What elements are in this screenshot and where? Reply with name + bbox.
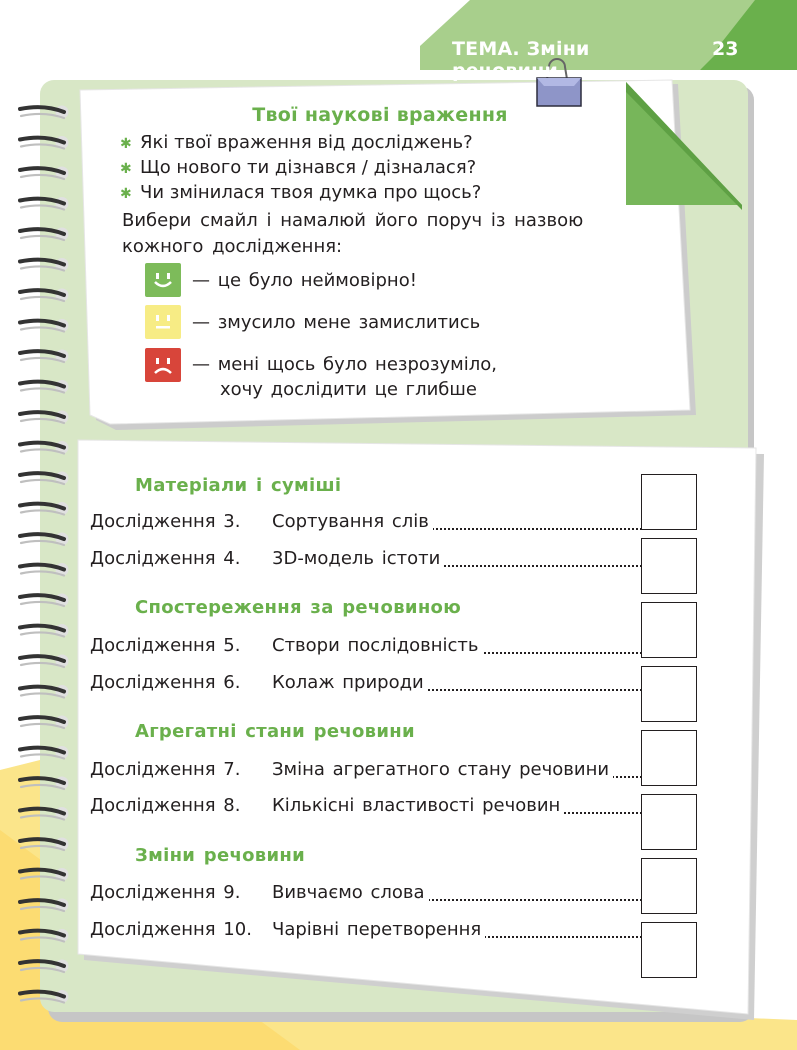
investigation-title: Зміна агрегатного стану речовини — [272, 756, 613, 784]
smiley-drawing-box[interactable] — [641, 730, 697, 786]
investigation-row — [90, 792, 642, 820]
investigation-number: Дослідження 4. — [90, 548, 241, 569]
investigation-row — [90, 632, 642, 660]
investigation-title: 3D-модель істоти — [272, 545, 444, 573]
investigation-number: Дослідження 3. — [90, 511, 241, 532]
investigation-row — [90, 879, 642, 907]
investigation-title: Колаж природи — [272, 669, 428, 697]
asterisk-icon: ✱ — [120, 161, 132, 177]
instruction-text: Вибери смайл і намалюй його поруч із назвою кожного дослідження: — [122, 210, 584, 257]
section-heading: Агрегатні стани речовини — [135, 721, 415, 742]
neutral-smiley-icon — [145, 305, 181, 339]
investigation-number: Дослідження 7. — [90, 759, 241, 780]
investigation-row — [90, 669, 642, 697]
question-item: ✱ Які твої враження від досліджень? — [120, 130, 481, 155]
smiley-drawing-box[interactable] — [641, 474, 697, 530]
investigation-row — [90, 545, 642, 573]
smiley-drawing-box[interactable] — [641, 538, 697, 594]
smiley-drawing-box[interactable] — [641, 922, 697, 978]
investigation-number: Дослідження 8. — [90, 795, 241, 816]
question-item: ✱ Чи змінилася твоя думка про щось? — [120, 180, 481, 205]
legend-text-neutral: — змусило мене замислитись — [192, 312, 481, 333]
section-heading: Спостереження за речовиною — [135, 597, 462, 618]
question-list — [120, 130, 481, 205]
legend-text-happy: — це було неймовірно! — [192, 270, 417, 291]
asterisk-icon: ✱ — [120, 186, 132, 202]
note-title: Твої наукові враження — [252, 104, 508, 126]
smiley-drawing-box[interactable] — [641, 794, 697, 850]
investigation-title: Чарівні перетворення — [272, 916, 485, 944]
section-heading: Зміни речовини — [135, 845, 306, 866]
investigation-title: Вивчаємо слова — [272, 879, 429, 907]
sad-smiley-icon — [145, 348, 181, 382]
investigation-number: Дослідження 10. — [90, 919, 252, 940]
investigation-title: Кількісні властивості речовин — [272, 792, 564, 820]
legend-text-sad-continued: хочу дослідити це глибше — [220, 379, 477, 400]
topic-header: ТЕМА. Зміни речовини — [452, 38, 590, 82]
investigation-row — [90, 756, 642, 784]
investigation-number: Дослідження 6. — [90, 672, 241, 693]
section-heading: Матеріали і суміші — [135, 475, 342, 496]
legend-text-sad: — мені щось було незрозуміло, — [192, 354, 497, 375]
smiley-drawing-box[interactable] — [641, 858, 697, 914]
smiley-drawing-box[interactable] — [641, 602, 697, 658]
question-item: ✱ Що нового ти дізнався / дізналася? — [120, 155, 481, 180]
investigation-title: Сортування слів — [272, 508, 433, 536]
happy-smiley-icon — [145, 263, 181, 297]
investigation-row — [90, 508, 642, 536]
investigation-title: Створи послідовність — [272, 632, 483, 660]
asterisk-icon: ✱ — [120, 136, 132, 152]
smiley-drawing-box[interactable] — [641, 666, 697, 722]
investigation-row — [90, 916, 642, 944]
investigation-number: Дослідження 9. — [90, 882, 241, 903]
investigation-number: Дослідження 5. — [90, 635, 241, 656]
page-number: 23 — [712, 38, 739, 60]
